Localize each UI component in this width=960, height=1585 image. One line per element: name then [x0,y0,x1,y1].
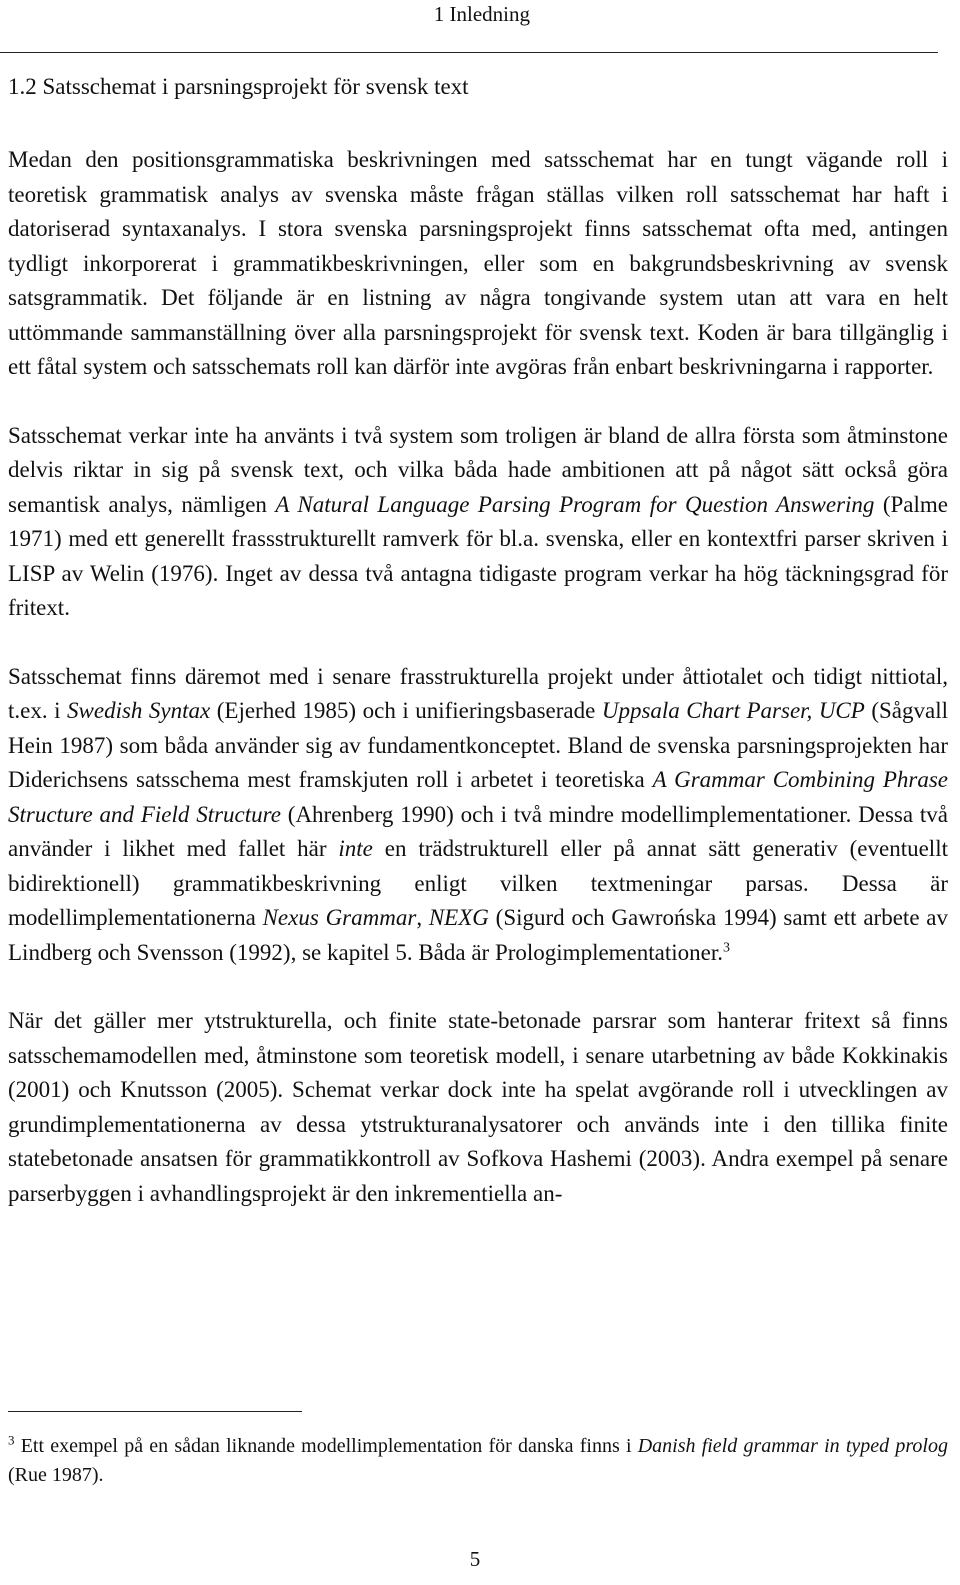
italic-title-text: Uppsala Chart Parser, UCP [601,698,865,723]
text-segment: Ett exempel på en sådan liknande modellimplementation för danska finns i [14,1435,638,1457]
text-segment: (Sigurd och Gawrońska 1994) samt ett arbete av Lindberg och Svensson (1992), se kapitel 5. Båda är Prologimplementationer. [8,905,949,965]
section-title: 1.2 Satsschemat i parsningsprojekt för svensk text [8,74,469,99]
footnote [8,1432,948,1490]
text-segment: Satsschemat finns däremot med i senare frasstrukturella projekt under åttiotalet och tidigt nittiotal, t.ex. i [8,663,948,723]
text-segment: (Rue 1987). [8,1464,104,1486]
italic-title-text: A Natural Language Parsing Program for Question Answering [275,491,875,517]
text-segment: (Palme 1971) med ett generellt frassstrukturellt ramverk för bl.a. svenska, eller en kontextfri parser skriven i LISP av Welin (1976). Inget av dessa två antagna tidigaste program verkar ha hög täckningsgrad för fritext. [8,491,948,620]
paragraph-3-text [8,664,948,965]
text-segment: (Sågvall Hein 1987) som båda använder sig av fundamentkonceptet. Bland de svenska parsningsprojekten har Diderichsens satsschema mest framskjuten roll i arbetet i teoretiska [8,698,948,792]
italic-title-text: inte [338,836,373,861]
page-number: 5 [469,1547,481,1571]
paragraph-2 [8,419,948,626]
text-segment: När det gäller mer ytstrukturella, och finite state-betonade parsrar som hanterar fritext så finns satsschemamodellen med, åtminstone som teoretisk modell, i senare utarbetning av både Kokkinakis (2001) och Knutsson (2005). Schemat verkar dock inte ha spelat avgörande roll i utvecklingen av grundimplementationerna av dessa ytstrukturanalysatorer och används inte i den tillika finite statebetonade ansatsen för grammatikkontroll av Sofkova Hashemi (2003). Andra exempel på senare parserbyggen i avhandlingsprojekt är den inkrementiella an- [8,1008,948,1206]
italic-title-text: Danish field grammar in typed prolog [637,1435,948,1457]
text-segment: , [416,905,429,930]
text-segment: Medan den positionsgrammatiska beskrivningen med satsschemat har en tungt vägande roll i teoretisk grammatisk analys av svenska måste frågan ställas vilken roll satsschemat har haft i datoriserad syntaxanalys. I stora svenska parsningsprojekt finns satsschemat ofta med, antingen tydligt inkorporerat i grammatikbeskrivningen, eller som en bakgrundsbeskrivning av svensk satsgrammatik. Det följande är en listning av några tongivande system utan att vara en helt uttömmande sammanställning över alla parsningsprojekt för svensk text. Koden är bara tillgänglig i ett fåtal system och satsschemats roll kan därför inte avgöras från enbart beskrivningarna i rapporter. [8,147,948,379]
paragraph-1 [8,143,948,385]
italic-title-text: A Grammar Combining Phrase Structure and Field Structure [8,767,948,827]
text-segment: en trädstrukturell eller på annat sätt generativ (eventuellt bidirektionell) grammatikbeskrivning enligt vilken textmeningar parsas. Dessa är modellimplementationerna [8,836,948,930]
text-segment: (Ahrenberg 1990) och i två mindre modellimplementationer. Dessa två använder i likhet med fallet här [8,801,948,861]
page-header [0,0,938,53]
footnote-text [8,1435,948,1486]
paragraph-4 [8,1004,948,1211]
italic-title-text: NEXG [428,905,489,930]
footnote-separator [8,1411,302,1412]
text-segment: (Ejerhed 1985) och i unifieringsbaserade [210,698,602,723]
body-text [8,143,948,1211]
italic-title-text: Swedish Syntax [67,698,211,723]
footnote-number: 3 [8,1432,15,1448]
running-head: 1 Inledning [433,2,530,26]
text-segment: Satsschemat verkar inte ha använts i två system som troligen är bland de allra första som åtminstone delvis riktar in sig på svensk text, och vilka båda hade ambitionen att på något sätt också göra semantisk analys, nämligen [8,422,948,517]
footnote-reference: 3 [723,939,730,955]
paragraph-3 [8,660,948,971]
italic-title-text: Nexus Grammar [262,905,417,930]
